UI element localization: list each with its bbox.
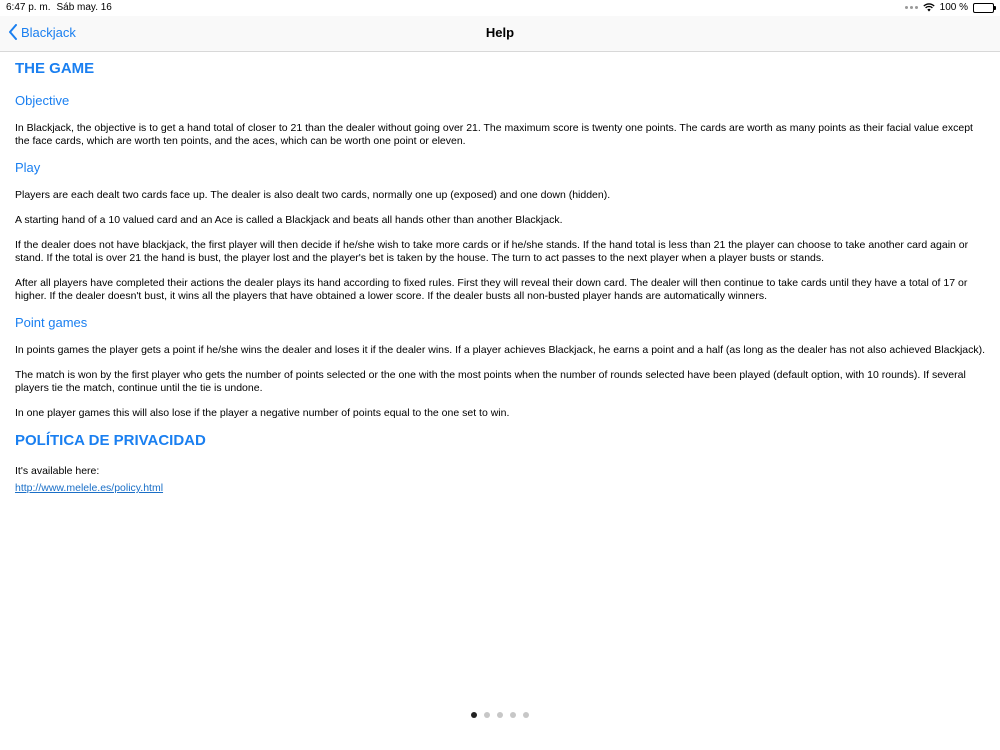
status-date: Sáb may. 16 [56,2,112,13]
play-paragraph: A starting hand of a 10 valued card and an Ace is called a Blackjack and beats all hands other than another Blackjack. [15,214,563,226]
play-paragraph: If the dealer does not have blackjack, the first player will then decide if he/she wish to take more cards or if he/she stands. If the hand total is less than 21 the player can choose to take another card again or stand. If the total is over 21 the hand is bust, the player lost and the player's bet is taken by the house. The turn to act passes to the next player when a player busts or stands. [15,239,969,264]
page-indicator[interactable] [0,712,1000,718]
page-dot[interactable] [523,712,529,718]
battery-percent: 100 % [939,2,968,13]
page-dot[interactable] [471,712,477,718]
subsection-title-play: Play [15,160,41,175]
subsection-title-objective: Objective [15,93,70,108]
signal-icon [905,6,918,9]
objective-paragraph: In Blackjack, the objective is to get a hand total of closer to 21 than the dealer without going over 21. The maximum score is twenty one points. The cards are worth as many points as their facial value except the face cards, which are worth ten points, and the aces, which can be worth one point or eleven. [15,122,973,147]
section-title-privacy: POLÍTICA DE PRIVACIDAD [15,432,206,449]
status-bar [0,0,1000,16]
points-paragraph: The match is won by the first player who gets the number of points selected or the one with the most points when the number of rounds selected have been played (default option, with 10 rounds). If several players tie the match, continue until the tie is undone. [15,369,966,394]
page-title: Help [485,25,515,40]
points-paragraph: In points games the player gets a point if he/she wins the dealer and loses it if the dealer wins. If a player achieves Blackjack, he earns a point and a half (as long as the dealer has not also achieved Blackjack). [15,344,986,356]
play-paragraph: Players are each dealt two cards face up. The dealer is also dealt two cards, normally one up (exposed) and one down (hidden). [15,189,611,201]
points-paragraph: In one player games this will also lose if the player a negative number of points equal to the one set to win. [15,407,510,419]
status-time: 6:47 p. m. [6,2,51,13]
page-dot[interactable] [484,712,490,718]
privacy-policy-link[interactable]: http://www.melele.es/policy.html [15,482,164,494]
page-dot[interactable] [497,712,503,718]
battery-icon [973,3,994,13]
status-left [6,2,112,13]
play-paragraph: After all players have completed their actions the dealer plays its hand according to fixed rules. First they will reveal their down card. The dealer will then continue to take cards until they have a total of 17 or higher. If the dealer doesn't bust, it wins all the players that have obtained a lower score. If the dealer busts all non-busted player hands are automatically winners. [15,277,968,302]
subsection-title-point-games: Point games [15,315,88,330]
navigation-bar [0,16,1000,52]
back-button-label: Blackjack [21,24,76,40]
page-dot[interactable] [510,712,516,718]
privacy-block [15,465,987,496]
section-title-the-game: THE GAME [15,60,95,77]
status-right [905,2,994,13]
wifi-icon [923,3,935,12]
help-content [15,52,987,496]
privacy-text: It's available here: [15,465,100,477]
